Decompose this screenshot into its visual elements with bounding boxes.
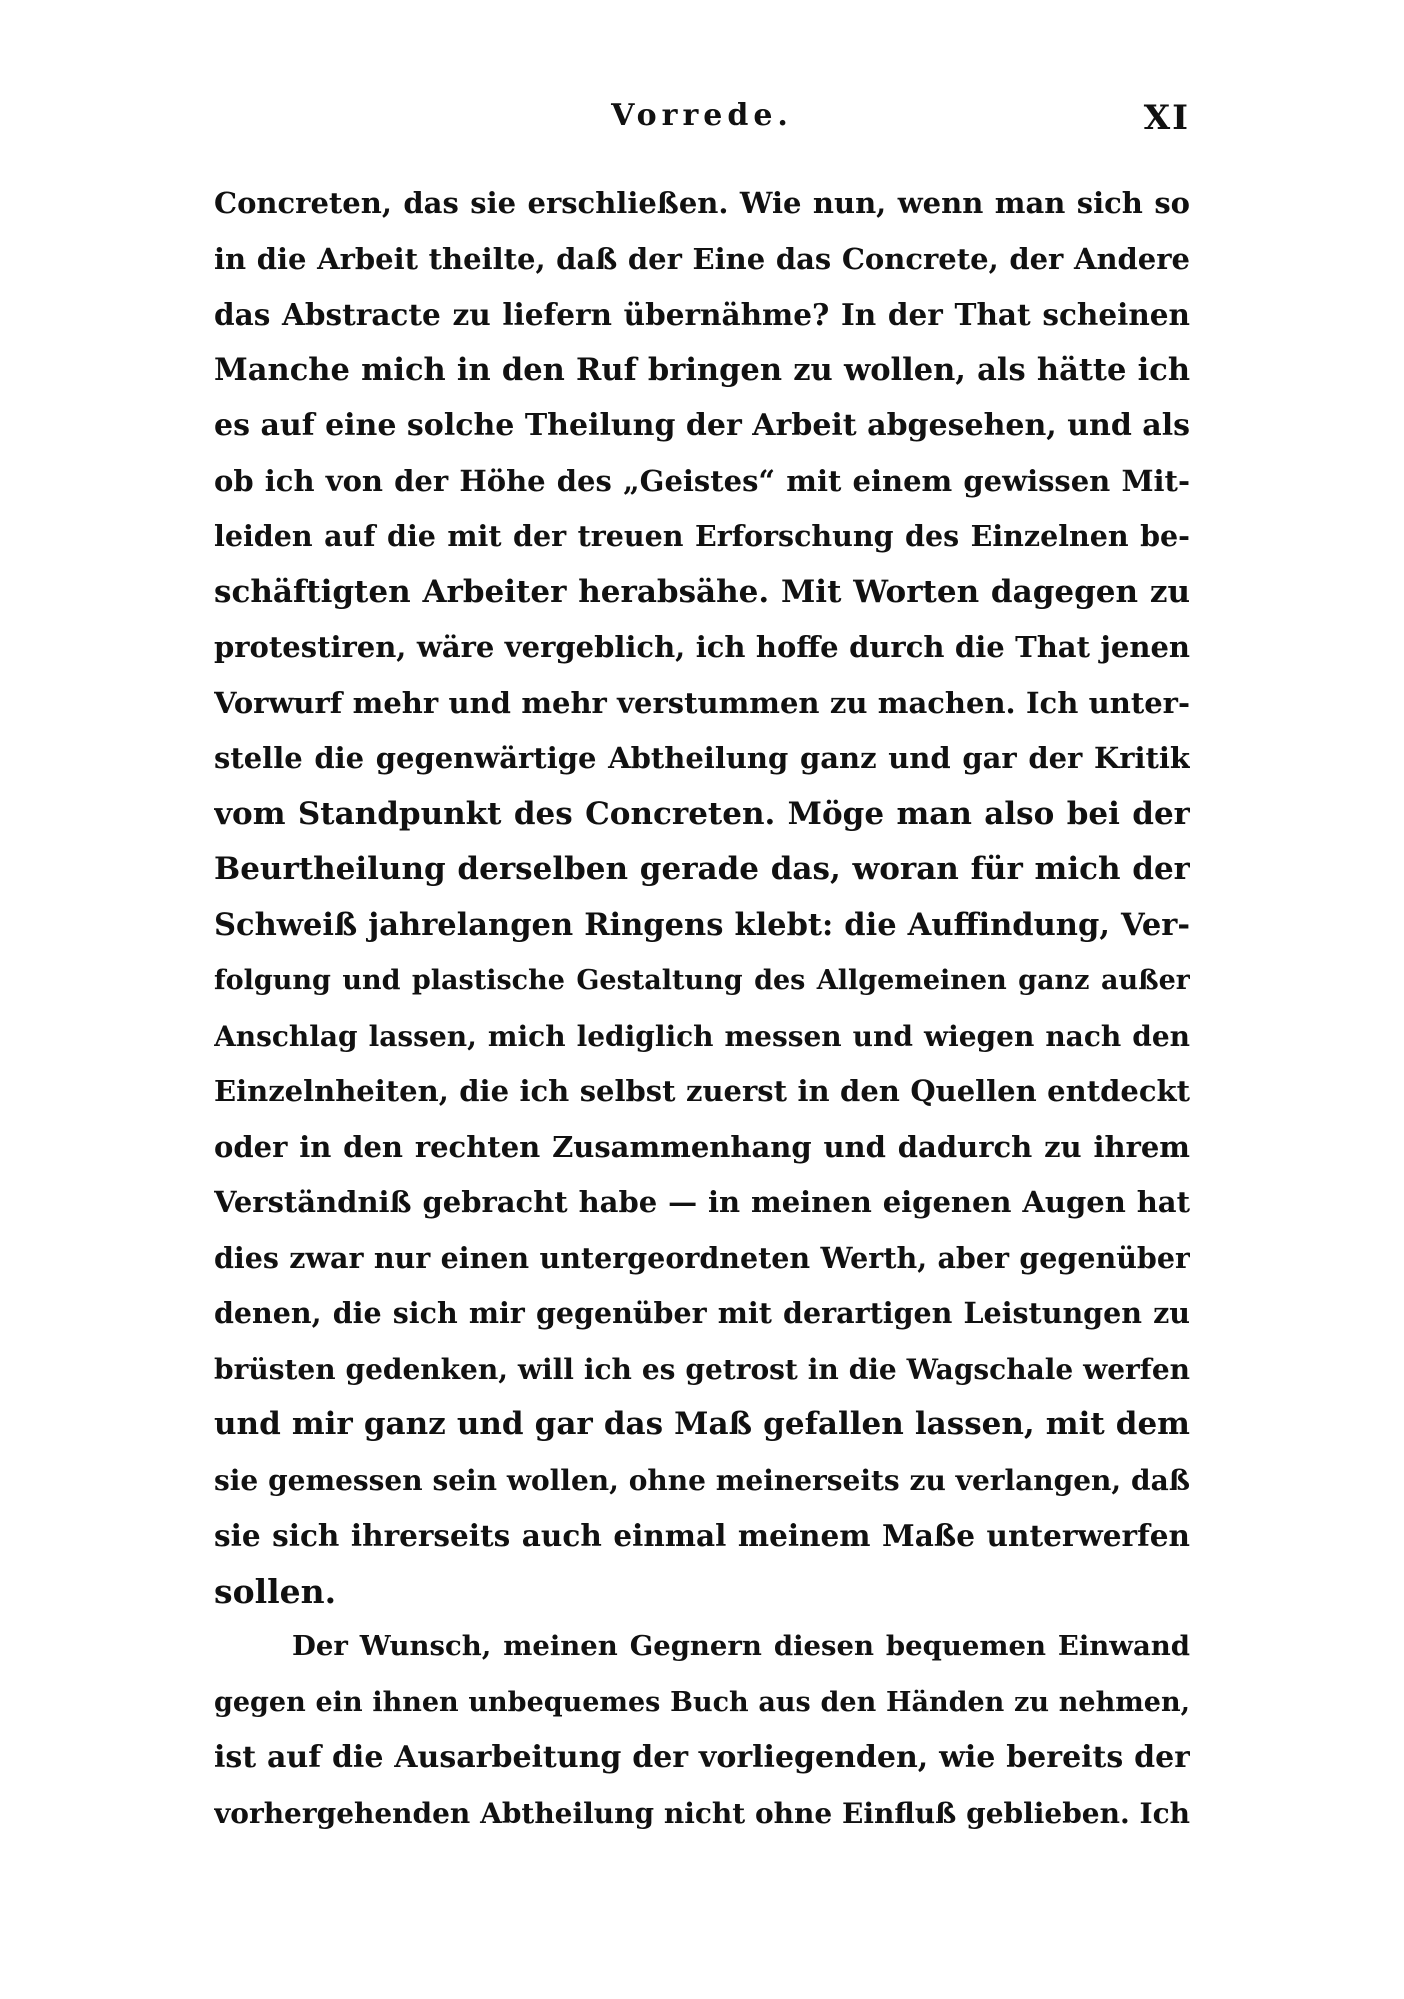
text-line: denen, die sich mir gegenüber mit derartigen Leistungen zu — [214, 1296, 1190, 1330]
paragraph — [214, 176, 1190, 1619]
text-line: vom Standpunkt des Concreten. Möge man also bei der — [214, 795, 1190, 832]
text-line: sie sich ihrerseits auch einmal meinem Maße unterwerfen — [214, 1518, 1190, 1553]
text-line: Concreten, das sie erschließen. Wie nun, wenn man sich so — [214, 186, 1190, 220]
text-line: protestiren, wäre vergeblich, ich hoffe durch die That jenen — [214, 630, 1190, 664]
text-line: und mir ganz und gar das Maß gefallen lassen, mit dem — [214, 1406, 1190, 1442]
text-line: in die Arbeit theilte, daß der Eine das Concrete, der Andere — [214, 241, 1190, 276]
text-line: Beurtheilung derselben gerade das, woran für mich der — [214, 851, 1190, 887]
text-line: es auf eine solche Theilung der Arbeit abgesehen, und als — [214, 408, 1190, 443]
text-line: Manche mich in den Ruf bringen zu wollen, als hätte ich — [214, 351, 1190, 388]
text-line: gegen ein ihnen unbequemes Buch aus den Händen zu nehmen, — [214, 1686, 1190, 1718]
text-line: schäftigten Arbeiter herabsähe. Mit Worten dagegen zu — [214, 573, 1190, 610]
text-line: ist auf die Ausarbeitung der vorliegenden, wie bereits der — [214, 1740, 1190, 1775]
text-line: Anschlag lassen, mich lediglich messen und wiegen nach den — [214, 1019, 1190, 1053]
text-line: Vorwurf mehr und mehr verstummen zu machen. Ich unter- — [214, 685, 1190, 720]
running-title: Vorrede. — [611, 98, 793, 133]
body-text — [214, 176, 1190, 1841]
text-line: Schweiß jahrelangen Ringens klebt: die Auffindung, Ver- — [214, 906, 1190, 943]
running-head — [214, 98, 1190, 148]
page-number: XI — [1143, 98, 1190, 138]
text-line: ob ich von der Höhe des „Geistes“ mit einem gewissen Mit- — [214, 463, 1190, 498]
text-line: stelle die gegenwärtige Abtheilung ganz und gar der Kritik — [214, 741, 1190, 775]
text-line: sie gemessen sein wollen, ohne meinerseits zu verlangen, daß — [214, 1463, 1190, 1497]
text-line: Einzelnheiten, die ich selbst zuerst in den Quellen entdeckt — [214, 1074, 1190, 1108]
text-line: sollen. — [214, 1571, 337, 1611]
text-line: vorhergehenden Abtheilung nicht ohne Einfluß geblieben. Ich — [214, 1796, 1190, 1830]
text-line: leiden auf die mit der treuen Erforschung des Einzelnen be- — [214, 519, 1190, 553]
text-line: brüsten gedenken, will ich es getrost in die Wagschale werfen — [214, 1352, 1190, 1386]
text-line: oder in den rechten Zusammenhang und dadurch zu ihrem — [214, 1129, 1190, 1164]
text-line: Verständniß gebracht habe — in meinen eigenen Augen hat — [214, 1185, 1190, 1219]
text-line: folgung und plastische Gestaltung des Allgemeinen ganz außer — [214, 965, 1190, 996]
paragraph — [214, 1619, 1190, 1841]
text-line: dies zwar nur einen untergeordneten Werth, aber gegenüber — [214, 1240, 1190, 1275]
text-line: das Abstracte zu liefern übernähme? In der That scheinen — [214, 297, 1190, 332]
text-line: Der Wunsch, meinen Gegnern diesen bequemen Einwand — [292, 1630, 1190, 1662]
